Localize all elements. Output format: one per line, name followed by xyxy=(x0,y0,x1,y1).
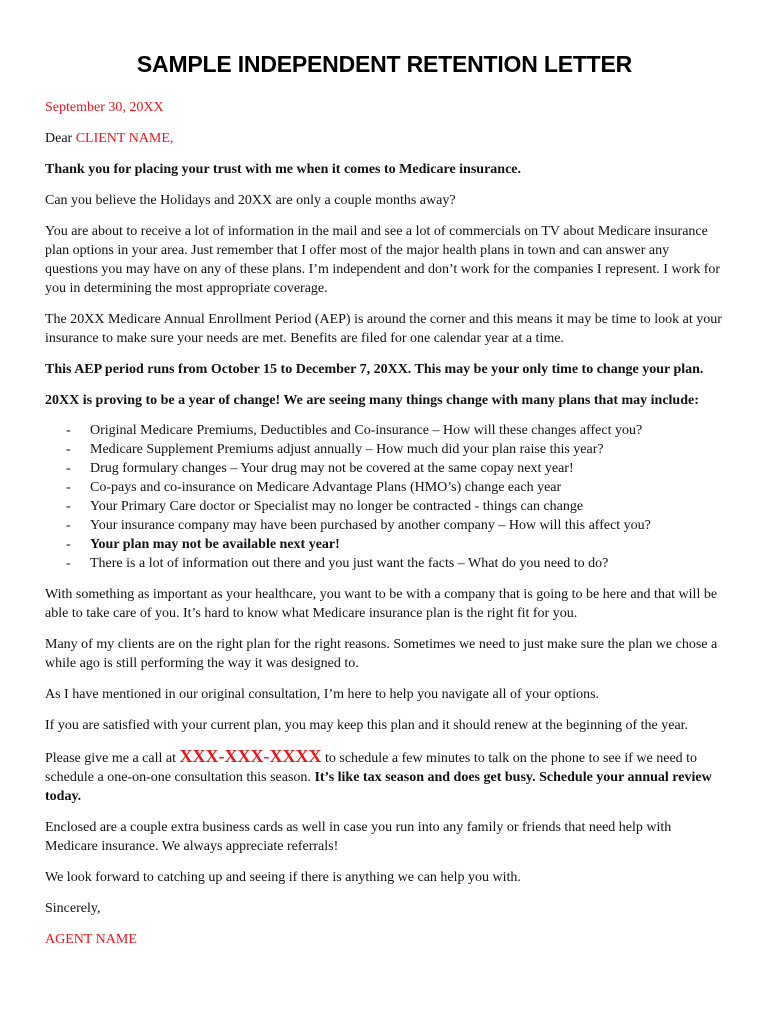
list-item xyxy=(45,459,724,478)
info-paragraph: You are about to receive a lot of information in the mail and see a lot of commercials on TV about Medicare insurance plan options in your area. Just remember that I offer most of the major health plans in town and can answer any questions you may have on any of these plans. I’m independent and don’t work for the companies I represent. I work for you in determining the most appropriate coverage. xyxy=(45,224,721,296)
healthcare-paragraph: With something as important as your healthcare, you want to be with a company that is going to be here and that will be able to take care of you. It’s hard to know what Medicare insurance plan is the right fit for you. xyxy=(45,587,718,621)
salutation-prefix: Dear xyxy=(45,131,76,146)
bullet-dash: - xyxy=(66,442,71,457)
satisfied-paragraph: If you are satisfied with your current plan, you may keep this plan and it should renew at the beginning of the year. xyxy=(45,718,689,733)
changes-list xyxy=(45,421,724,573)
bullet-dash: - xyxy=(66,461,71,476)
bullet-dash: - xyxy=(66,423,71,438)
list-item-text: There is a lot of information out there and you just want the facts – What do you need to do? xyxy=(90,556,609,571)
bullet-dash: - xyxy=(66,499,71,514)
bullet-dash: - xyxy=(66,480,71,495)
bullet-dash: - xyxy=(66,518,71,533)
list-item-text: Co-pays and co-insurance on Medicare Advantage Plans (HMO’s) change each year xyxy=(90,480,562,495)
list-item xyxy=(45,440,724,459)
consultation-paragraph: As I have mentioned in our original consultation, I’m here to help you navigate all of your options. xyxy=(45,687,600,702)
call-emphasis: It’s like tax season and does get busy. Schedule your annual review today. xyxy=(45,770,712,804)
list-item xyxy=(45,554,724,573)
list-item-text: Your Primary Care doctor or Specialist may no longer be contracted - things can change xyxy=(90,499,584,514)
bullet-dash: - xyxy=(66,556,71,571)
call-paragraph xyxy=(45,747,724,806)
salutation xyxy=(45,129,724,148)
list-item xyxy=(45,478,724,497)
list-item xyxy=(45,535,724,554)
list-item-text: Drug formulary changes – Your drug may not be covered at the same copay next year! xyxy=(90,461,574,476)
forward-paragraph: We look forward to catching up and seeing if there is anything we can help you with. xyxy=(45,870,521,885)
list-item-text: Medicare Supplement Premiums adjust annually – How much did your plan raise this year? xyxy=(90,442,604,457)
closing: Sincerely, xyxy=(45,901,101,916)
intro-paragraph: Thank you for placing your trust with me when it comes to Medicare insurance. xyxy=(45,162,521,177)
list-item-text: Your plan may not be available next year! xyxy=(90,537,340,552)
list-item xyxy=(45,516,724,535)
aep-paragraph: The 20XX Medicare Annual Enrollment Period (AEP) is around the corner and this means it may be time to look at your insurance to make sure your needs are met. Benefits are filed for one calendar year at a time. xyxy=(45,312,722,346)
call-prefix: Please give me a call at xyxy=(45,751,180,766)
phone-number-placeholder: XXX-XXX-XXXX xyxy=(179,746,322,766)
letter-title: SAMPLE INDEPENDENT RETENTION LETTER xyxy=(136,51,633,77)
enclosed-paragraph: Enclosed are a couple extra business cards as well in case you run into any family or friends that need help with Medicare insurance. We always appreciate referrals! xyxy=(45,820,672,854)
list-item-text: Your insurance company may have been purchased by another company – How will this affect you? xyxy=(90,518,651,533)
holidays-paragraph: Can you believe the Holidays and 20XX are only a couple months away? xyxy=(45,193,456,208)
agent-name-placeholder: AGENT NAME xyxy=(45,932,137,947)
aep-dates-paragraph: This AEP period runs from October 15 to December 7, 20XX. This may be your only time to change your plan. xyxy=(45,362,704,377)
change-intro-paragraph: 20XX is proving to be a year of change! We are seeing many things change with many plans that may include: xyxy=(45,393,699,408)
clients-paragraph: Many of my clients are on the right plan for the right reasons. Sometimes we need to just make sure the plan we chose a while ago is still performing the way it was designed to. xyxy=(45,637,718,671)
list-item-text: Original Medicare Premiums, Deductibles and Co-insurance – How will these changes affect you? xyxy=(90,423,643,438)
client-name-placeholder: CLIENT NAME, xyxy=(75,131,174,146)
call-suffix: to schedule a few minutes to talk on the phone to see if we need to schedule a one-on-one consultation this season. xyxy=(45,751,698,785)
list-item xyxy=(45,421,724,440)
letter-date: September 30, 20XX xyxy=(45,100,164,115)
list-item xyxy=(45,497,724,516)
bullet-dash: - xyxy=(66,537,71,552)
